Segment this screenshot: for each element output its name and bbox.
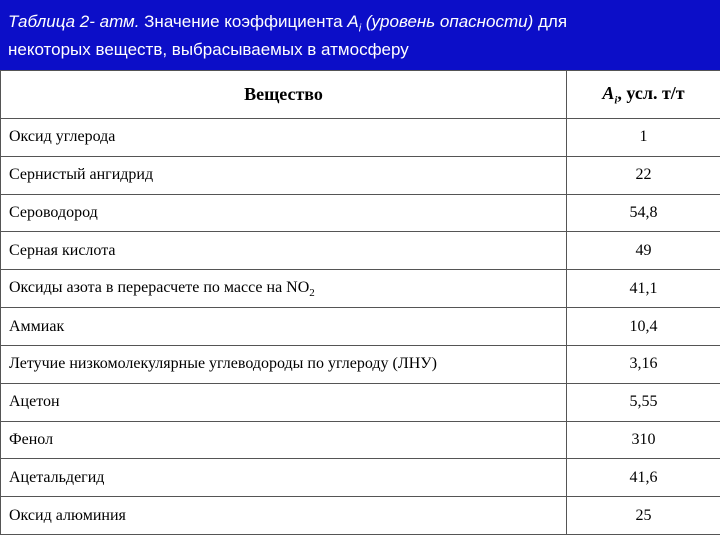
slide-title	[0, 0, 720, 70]
coefficient-value: 10,4	[567, 308, 720, 346]
substance-name-text: Аммиак	[9, 317, 65, 335]
table-row	[1, 421, 720, 459]
table-row	[1, 232, 720, 270]
col-header-symbol-sub: i	[614, 94, 618, 107]
substance-name-text: Оксид углерода	[9, 128, 116, 146]
substance-name	[1, 497, 567, 535]
coefficient-value: 41,6	[567, 459, 720, 497]
substance-name-text: Оксиды азота в перерасчете по массе на NO	[9, 278, 310, 296]
col-header-unit: , усл. т/т	[617, 82, 685, 103]
substance-name	[1, 119, 567, 157]
col-header-value	[567, 71, 720, 119]
title-symbol: A	[347, 12, 359, 31]
coefficient-value: 310	[567, 421, 720, 459]
table-row	[1, 308, 720, 346]
title-line-1	[8, 11, 712, 39]
table-row	[1, 497, 720, 535]
substance-name-text: Ацетон	[9, 393, 60, 411]
table-row	[1, 459, 720, 497]
title-text-after: для	[533, 12, 568, 31]
substance-name	[1, 156, 567, 194]
coefficient-value: 49	[567, 232, 720, 270]
substance-name-text: Серная кислота	[9, 241, 116, 259]
table-row	[1, 119, 720, 157]
coefficient-value: 3,16	[567, 345, 720, 383]
table-row	[1, 194, 720, 232]
coefficient-value: 54,8	[567, 194, 720, 232]
coefficient-value: 41,1	[567, 270, 720, 308]
coefficient-value: 1	[567, 119, 720, 157]
substance-name-text: Сернистый ангидрид	[9, 166, 154, 184]
table-header-row	[1, 71, 720, 119]
substance-name-text: Летучие низкомолекулярные углеводороды по углероду (ЛНУ)	[9, 355, 437, 373]
substance-name	[1, 383, 567, 421]
substance-name-text: Фенол	[9, 430, 54, 448]
substance-name-subscript: 2	[309, 286, 315, 299]
title-text-before: Значение коэффициента	[139, 12, 348, 31]
table-row	[1, 270, 720, 308]
substance-name-text: Сероводород	[9, 204, 98, 222]
substance-name	[1, 345, 567, 383]
substance-name-text: Ацетальдегид	[9, 468, 105, 486]
substance-name	[1, 270, 567, 308]
coefficient-table	[0, 70, 720, 535]
coefficient-value: 22	[567, 156, 720, 194]
col-header-substance: Вещество	[1, 71, 567, 119]
substance-name	[1, 459, 567, 497]
substance-name	[1, 421, 567, 459]
substance-name	[1, 308, 567, 346]
coefficient-value: 5,55	[567, 383, 720, 421]
title-paren: (уровень опасности)	[361, 12, 534, 31]
table-row	[1, 383, 720, 421]
table-row	[1, 156, 720, 194]
coefficient-value: 25	[567, 497, 720, 535]
table-row	[1, 345, 720, 383]
title-prefix: Таблица 2- атм.	[8, 12, 140, 31]
title-line-2: некоторых веществ, выбрасываемых в атмосферу	[8, 40, 409, 60]
substance-name	[1, 232, 567, 270]
title-symbol-sub: i	[358, 22, 362, 35]
substance-name-text: Оксид алюминия	[9, 506, 126, 524]
col-header-symbol: A	[602, 82, 615, 103]
substance-name	[1, 194, 567, 232]
